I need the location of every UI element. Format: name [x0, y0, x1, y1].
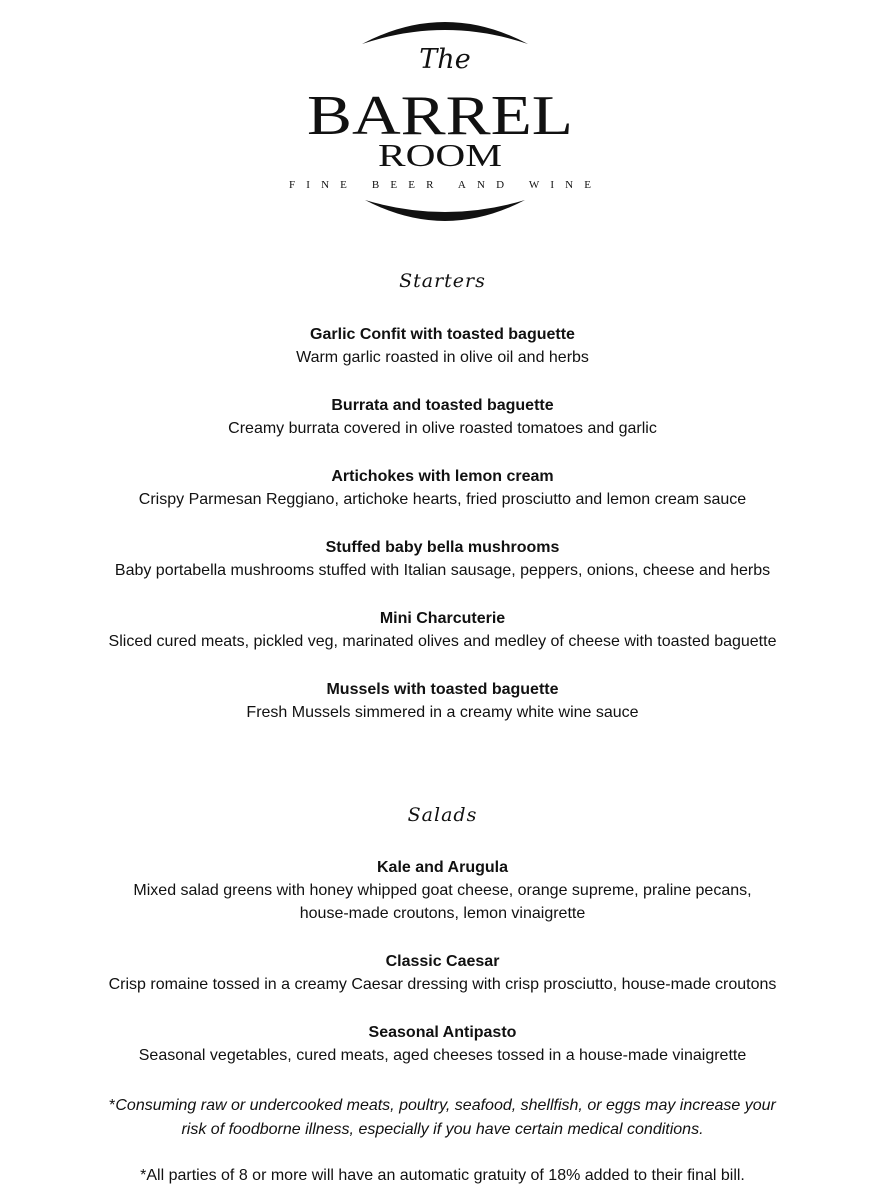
- disclaimer-asterisk: *: [109, 1097, 116, 1114]
- starters-heading: Starters: [399, 270, 486, 292]
- disclaimer-line-2: risk of foodborne illness, especially if you have certain medical conditions.: [181, 1121, 704, 1138]
- item-name: Garlic Confit with toasted baguette: [310, 326, 575, 343]
- menu-item-stuffed-mushrooms: [0, 537, 885, 582]
- menu-item-burrata: [0, 395, 885, 440]
- logo-top-arc: [362, 22, 528, 44]
- item-name: Burrata and toasted baguette: [331, 397, 554, 414]
- item-name: Classic Caesar: [385, 953, 500, 970]
- item-description: Warm garlic roasted in olive oil and herbs: [296, 349, 589, 366]
- logo-barrel: BARREL: [307, 85, 573, 147]
- restaurant-logo: [290, 10, 600, 230]
- salads-heading: Salads: [407, 804, 478, 826]
- item-name: Artichokes with lemon cream: [331, 468, 554, 485]
- menu-item-mussels: [0, 679, 885, 724]
- menu-item-artichokes: [0, 466, 885, 511]
- menu-item-kale-arugula: [0, 857, 885, 925]
- logo-tagline: FINE BEER AND WINE: [289, 179, 591, 191]
- item-name: Mussels with toasted baguette: [326, 681, 559, 698]
- item-description: Fresh Mussels simmered in a creamy white wine sauce: [246, 704, 639, 721]
- logo-the: The: [419, 44, 471, 75]
- item-description-line-1: Mixed salad greens with honey whipped goat cheese, orange supreme, praline pecans,: [133, 882, 752, 899]
- item-name: Kale and Arugula: [377, 859, 508, 876]
- menu-item-mini-charcuterie: [0, 608, 885, 653]
- logo-room: ROOM: [378, 137, 502, 173]
- item-description: Seasonal vegetables, cured meats, aged cheeses tossed in a house-made vinaigrette: [138, 1047, 747, 1064]
- item-name: Stuffed baby bella mushrooms: [325, 539, 560, 556]
- disclaimer-text-1: Consuming raw or undercooked meats, poultry, seafood, shellfish, or eggs may increase your: [115, 1097, 776, 1114]
- item-description: Creamy burrata covered in olive roasted tomatoes and garlic: [228, 420, 657, 437]
- item-description: Sliced cured meats, pickled veg, marinated olives and medley of cheese with toasted baguette: [108, 633, 777, 650]
- item-description-line-2: house-made croutons, lemon vinaigrette: [299, 905, 586, 922]
- item-description: Crisp romaine tossed in a creamy Caesar dressing with crisp prosciutto, house-made croutons: [108, 976, 777, 993]
- item-description: Baby portabella mushrooms stuffed with Italian sausage, peppers, onions, cheese and herbs: [114, 562, 771, 579]
- logo-bottom-arc: [365, 200, 525, 221]
- gratuity-note: *All parties of 8 or more will have an automatic gratuity of 18% added to their final bill.: [140, 1167, 745, 1184]
- item-name: Mini Charcuterie: [379, 610, 506, 627]
- food-safety-disclaimer: [0, 1094, 885, 1142]
- menu-item-garlic-confit: [0, 324, 885, 369]
- menu-item-seasonal-antipasto: [0, 1022, 885, 1067]
- item-description: Crispy Parmesan Reggiano, artichoke hearts, fried prosciutto and lemon cream sauce: [138, 491, 747, 508]
- disclaimer-line-1: [0, 1094, 885, 1118]
- item-name: Seasonal Antipasto: [368, 1024, 517, 1041]
- menu-item-classic-caesar: [0, 951, 885, 996]
